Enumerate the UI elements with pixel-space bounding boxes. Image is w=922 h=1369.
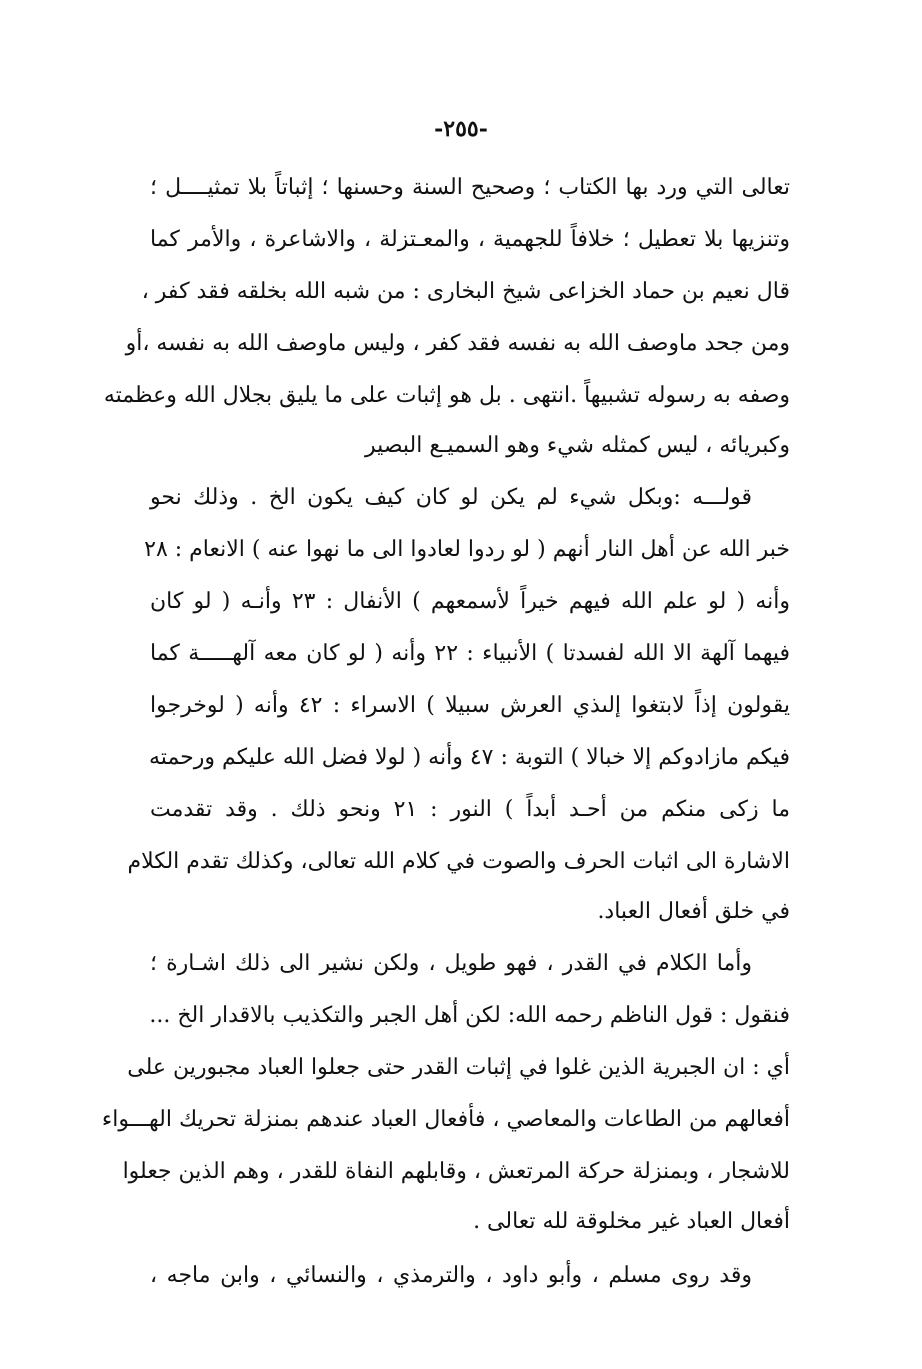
text-line-4: ومن جحد ماوصف الله به نفسه فقد كفر ، وليس ماوصف الله به نفسه ،أو bbox=[125, 331, 790, 356]
text-line-6: وكبريائه ، ليس كمثله شيء وهو السميـع البصير bbox=[365, 433, 790, 458]
text-line-15: في خلق أفعال العباد. bbox=[597, 899, 790, 924]
text-line-13: ما زكى منكم من أحـد أبداً ) النور : ٢١ ونحو ذلك . وقد تقدمت bbox=[150, 797, 790, 822]
text-line-21: أفعال العباد غير مخلوقة لله تعالى . bbox=[473, 1209, 790, 1234]
text-line-18: أي : ان الجبرية الذين غلوا في إثبات القدر حتى جعلوا العباد مجبورين على bbox=[127, 1055, 790, 1080]
text-line-10: فيهما آلهة الا الله لفسدتا ) الأنبياء : ٢٢ وأنه ( لو كان معه آلهـــــة كما bbox=[150, 641, 791, 666]
text-line-16: وأما الكلام في القدر ، فهو طويل ، ولكن نشير الى ذلك اشـارة ؛ bbox=[150, 951, 752, 976]
text-line-3: قال نعيم بن حماد الخزاعى شيخ البخارى : من شبه الله بخلقه فقد كفر ، bbox=[141, 279, 790, 304]
text-line-19: أفعالهم من الطاعات والمعاصي ، فأفعال العباد عندهم بمنزلة تحريك الهـــواء bbox=[101, 1107, 790, 1132]
text-line-14: الاشارة الى اثبات الحرف والصوت في كلام الله تعالى، وكذلك تقدم الكلام bbox=[127, 849, 790, 874]
text-line-22: وقد روى مسلم ، وأبو داود ، والترمذي ، والنسائي ، وابن ماجه ، bbox=[150, 1263, 752, 1288]
text-line-12: فيكم مازادوكم إلا خبالا ) التوبة : ٤٧ وأنه ( لولا فضل الله عليكم ورحمته bbox=[149, 745, 790, 770]
page-number: -٢٥٥- bbox=[434, 116, 488, 142]
text-line-17: فنقول : قول الناظم رحمه الله: لكن أهل الجبر والتكذيب بالاقدار الخ ... bbox=[149, 1003, 790, 1028]
text-line-1: تعالى التي ورد بها الكتاب ؛ وصحيح السنة وحسنها ؛ إثباتاً بلا تمثيــــل ؛ bbox=[150, 175, 790, 200]
text-line-8: خبر الله عن أهل النار أنهم ( لو ردوا لعادوا الى ما نهوا عنه ) الانعام : ٢٨ bbox=[144, 537, 790, 562]
text-line-11: يقولون إذاً لابتغوا إلىذي العرش سبيلا ) الاسراء : ٤٢ وأنه ( لوخرجوا bbox=[150, 693, 790, 718]
text-line-7: قولـــه :وبكل شيء لم يكن لو كان كيف يكون الخ . وذلك نحو bbox=[150, 485, 752, 510]
text-line-9: وأنه ( لو علم الله فيهم خيراً لأسمعهم ) الأنفال : ٢٣ وأنـه ( لو كان bbox=[150, 589, 790, 614]
text-line-2: وتنزيها بلا تعطيل ؛ خلافاً للجهمية ، والمعـتزلة ، والاشاعرة ، والأمر كما bbox=[150, 227, 790, 252]
text-line-5: وصفه به رسوله تشبيهاً .انتهى . بل هو إثبات على ما يليق بجلال الله وعظمته bbox=[103, 383, 790, 408]
text-line-20: للاشجار ، وبمنزلة حركة المرتعش ، وقابلهم النفاة للقدر ، وهم الذين جعلوا bbox=[122, 1159, 790, 1184]
